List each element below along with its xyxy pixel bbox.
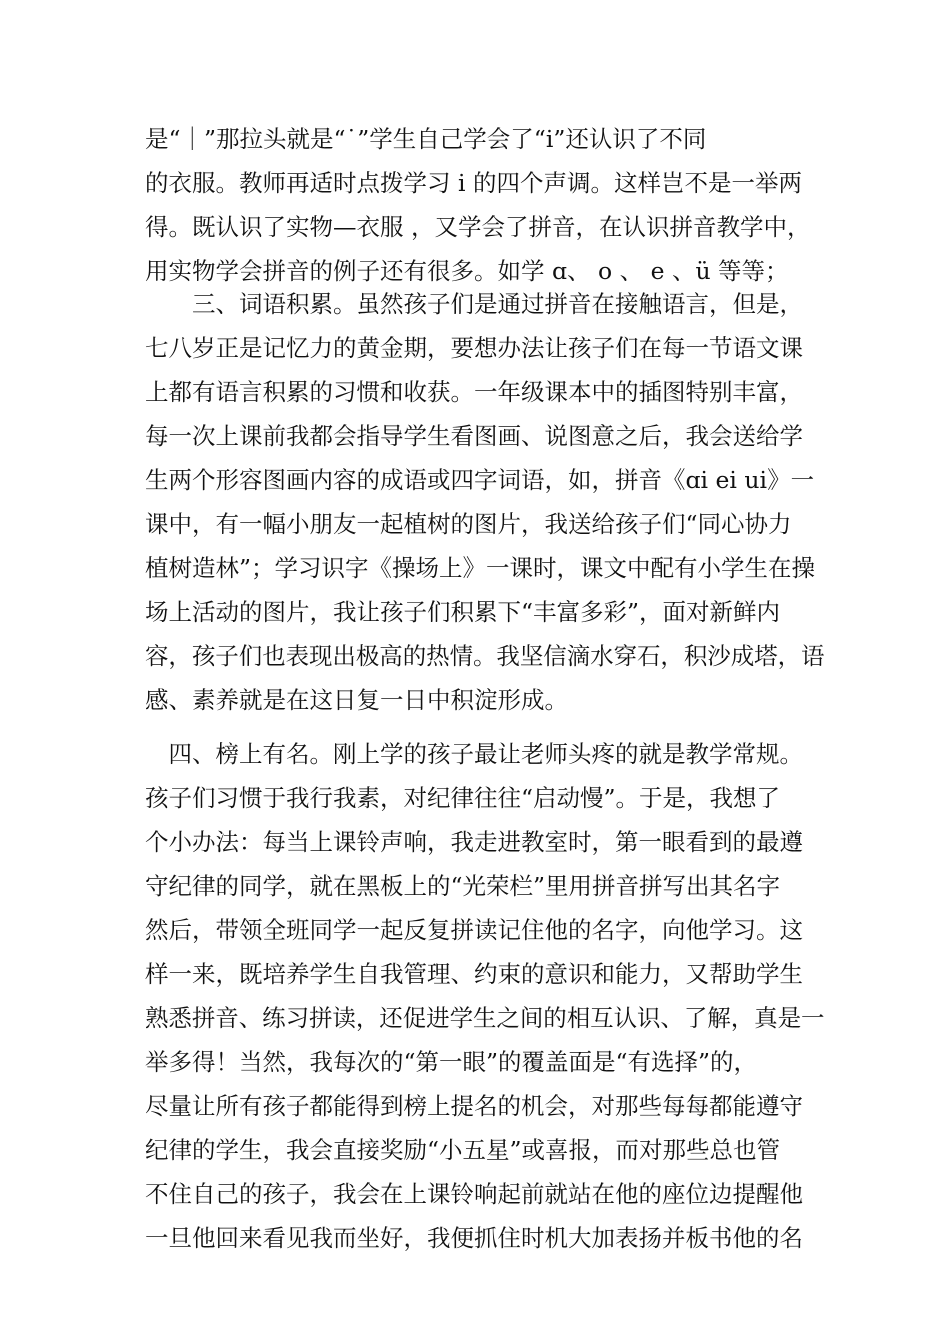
paragraph-pinyin-clothes bbox=[145, 117, 825, 293]
text-line: 课中，有一幅小朋友一起植树的图片，我送给孩子们“同心协力 bbox=[145, 510, 792, 538]
text-line: 然后，带领全班同学一起反复拼读记住他的名字，向他学习。这 bbox=[145, 916, 803, 944]
text-line: 是“｜”那拉头就是“˙”学生自己学会了“i”还认识了不同 bbox=[145, 125, 707, 153]
text-line: 上都有语言积累的习惯和收获。一年级课本中的插图特别丰富， bbox=[145, 378, 803, 406]
text-line: 一旦他回来看见我而坐好，我便抓住时机大加表扬并板书他的名 bbox=[145, 1224, 803, 1252]
text-line: 尽量让所有孩子都能得到榜上提名的机会，对那些每每都能遵守 bbox=[145, 1092, 803, 1120]
text-line: 的衣服。教师再适时点拨学习 i 的四个声调。这样岂不是一举两 bbox=[145, 169, 802, 197]
text-line: 容，孩子们也表现出极高的热情。我坚信滴水穿石，积沙成塔，语 bbox=[145, 642, 825, 670]
paragraph-honor-board bbox=[145, 732, 825, 1260]
text-line: 生两个形容图画内容的成语或四字词语，如，拼音《ɑi ei ui》一 bbox=[145, 466, 815, 494]
text-line: 守纪律的同学，就在黑板上的“光荣栏”里用拼音拼写出其名字 bbox=[145, 872, 781, 900]
text-line: 样一来，既培养学生自我管理、约束的意识和能力，又帮助学生 bbox=[145, 960, 803, 988]
text-line: 七八岁正是记忆力的黄金期，要想办法让孩子们在每一节语文课 bbox=[145, 334, 803, 362]
text-line: 纪律的学生，我会直接奖励“小五星”或喜报，而对那些总也管 bbox=[145, 1136, 781, 1164]
text-line: 不住自己的孩子，我会在上课铃响起前就站在他的座位边提醒他 bbox=[145, 1180, 803, 1208]
text-line: 植树造林”；学习识字《操场上》一课时，课文中配有小学生在操 bbox=[145, 554, 816, 582]
text-line: 孩子们习惯于我行我素，对纪律往往“启动慢”。于是，我想了 bbox=[145, 784, 781, 812]
text-line: 三、词语积累。虽然孩子们是通过拼音在接触语言，但是， bbox=[145, 290, 803, 318]
paragraph-vocabulary bbox=[145, 282, 825, 722]
text-line: 场上活动的图片，我让孩子们积累下“丰富多彩”，面对新鲜内 bbox=[145, 598, 781, 626]
text-line: 熟悉拼音、练习拼读，还促进学生之间的相互认识、了解，真是一 bbox=[145, 1004, 825, 1032]
text-line: 举多得！当然，我每次的“第一眼”的覆盖面是“有选择”的， bbox=[145, 1048, 758, 1076]
text-line: 用实物学会拼音的例子还有很多。如学 ɑ、 o 、 e 、ü 等等； bbox=[145, 257, 789, 285]
text-line: 得。既认识了实物—衣服 ，又学会了拼音，在认识拼音教学中， bbox=[145, 213, 811, 241]
text-line: 每一次上课前我都会指导学生看图画、说图意之后，我会送给学 bbox=[145, 422, 803, 450]
text-line: 感、素养就是在这日复一日中积淀形成。 bbox=[145, 686, 568, 714]
text-line: 个小办法：每当上课铃声响，我走进教室时，第一眼看到的最遵 bbox=[145, 828, 803, 856]
text-line: 四、榜上有名。刚上学的孩子最让老师头疼的就是教学常规。 bbox=[145, 740, 803, 768]
